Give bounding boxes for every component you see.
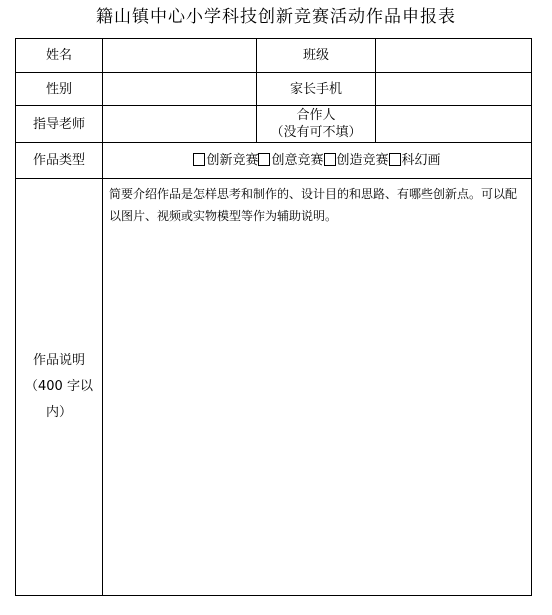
name-label: 姓名	[16, 39, 103, 73]
parent-phone-field[interactable]	[376, 73, 532, 106]
form-row-gender	[16, 73, 532, 106]
form-row-teacher	[16, 106, 532, 143]
work-type-option[interactable]	[193, 153, 258, 168]
checkbox-icon[interactable]	[193, 153, 205, 166]
description-limit-end: 内）	[45, 405, 72, 420]
class-field[interactable]	[376, 39, 532, 73]
partner-label: 合作人	[296, 108, 336, 123]
form-row-type	[16, 143, 532, 179]
work-type-option[interactable]	[389, 153, 441, 168]
partner-label-cell	[257, 106, 376, 143]
work-type-label: 科幻画	[401, 153, 441, 168]
description-prompt: 简要介绍作品是怎样思考和制作的、设计目的和思路、有哪些创新点。可以配以图片、视频或实物模型等作为辅助说明。	[109, 187, 518, 223]
form-row-name	[16, 39, 532, 73]
checkbox-icon[interactable]	[389, 153, 401, 166]
work-type-label: 创造竞赛	[336, 153, 389, 168]
form-row-description	[16, 179, 532, 596]
teacher-field[interactable]	[103, 106, 257, 143]
description-field[interactable]	[103, 179, 532, 596]
gender-label: 性别	[16, 73, 103, 106]
work-type-options	[103, 143, 532, 179]
work-type-label: 创意竞赛	[271, 153, 324, 168]
class-label: 班级	[257, 39, 376, 73]
work-type-option[interactable]	[258, 153, 323, 168]
description-label-cell	[16, 179, 103, 596]
description-limit: （400 字以	[25, 379, 93, 394]
form-title: 籍山镇中心小学科技创新竞赛活动作品申报表	[96, 7, 456, 27]
work-type-label: 创新竞赛	[206, 153, 259, 168]
checkbox-icon[interactable]	[258, 153, 270, 166]
name-field[interactable]	[103, 39, 257, 73]
application-form-table	[15, 38, 532, 596]
parent-phone-label: 家长手机	[257, 73, 376, 106]
gender-field[interactable]	[103, 73, 257, 106]
partner-field[interactable]	[376, 106, 532, 143]
partner-note: （没有可不填）	[270, 125, 362, 140]
teacher-label: 指导老师	[16, 106, 103, 143]
description-label: 作品说明	[32, 353, 85, 368]
type-label: 作品类型	[16, 143, 103, 179]
checkbox-icon[interactable]	[324, 153, 336, 166]
work-type-option[interactable]	[324, 153, 389, 168]
